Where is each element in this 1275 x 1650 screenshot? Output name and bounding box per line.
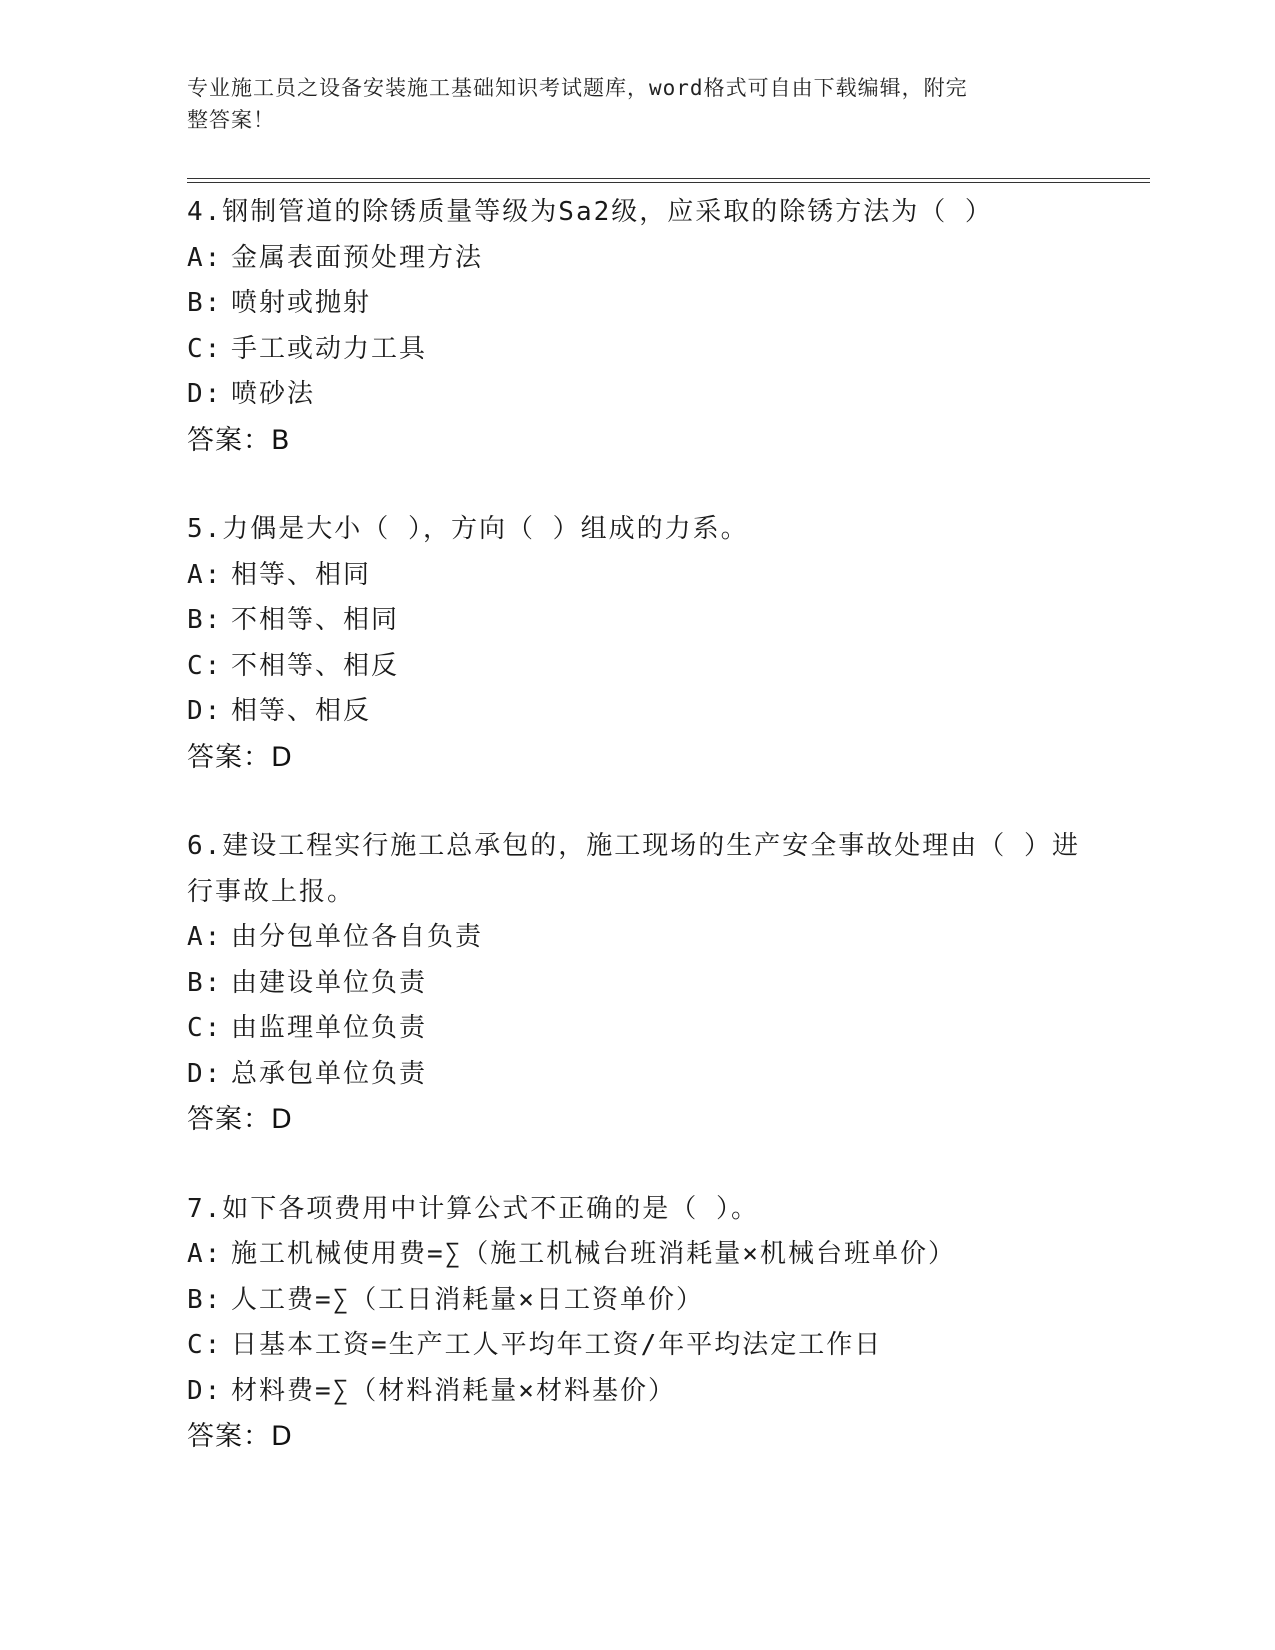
option-letter: A: — [187, 922, 223, 952]
option-text: 总承包单位负责 — [231, 1058, 428, 1089]
option-text: 日基本工资=生产工人平均年工资/年平均法定工作日 — [231, 1330, 883, 1360]
option-d — [187, 1369, 1087, 1415]
option-text: 由分包单位各自负责 — [231, 922, 484, 952]
header-divider-bottom — [187, 182, 1150, 183]
header-line-1: 专业施工员之设备安装施工基础知识考试题库，word格式可自由下载编辑，附完 — [187, 76, 968, 100]
option-d — [187, 1052, 1087, 1098]
option-text: 施工机械使用费=∑（施工机械台班消耗量×机械台班单价） — [231, 1239, 956, 1269]
question-7 — [187, 1187, 1087, 1460]
option-b — [187, 598, 1087, 644]
answer-line: 答案：D — [187, 741, 293, 773]
option-text: 手工或动力工具 — [231, 333, 428, 364]
option-b — [187, 281, 1087, 327]
option-text: 喷砂法 — [231, 379, 316, 409]
option-letter: A: — [187, 559, 223, 590]
option-letter: B: — [187, 1284, 223, 1315]
option-d — [187, 689, 1087, 735]
question-text: 7.如下各项费用中计算公式不正确的是（ ）。 — [187, 1193, 759, 1224]
answer-line: 答案：B — [187, 424, 291, 456]
answer-line: 答案：D — [187, 1104, 293, 1135]
question-5 — [187, 507, 1087, 780]
option-letter: B: — [187, 288, 223, 318]
option-b — [187, 961, 1087, 1007]
option-letter: C: — [187, 333, 223, 364]
option-b — [187, 1278, 1087, 1324]
option-letter: B: — [187, 605, 223, 635]
option-letter: B: — [187, 967, 223, 998]
option-text: 喷射或抛射 — [231, 288, 372, 318]
option-letter: D: — [187, 379, 223, 409]
option-d — [187, 372, 1087, 418]
option-letter: A: — [187, 1239, 223, 1269]
answer-line: 答案：D — [187, 1421, 293, 1452]
question-text: 4.钢制管道的除锈质量等级为Sa2级，应采取的除锈方法为（ ） — [187, 197, 993, 227]
header-divider-top — [187, 178, 1150, 179]
option-c — [187, 1006, 1087, 1052]
option-letter: C: — [187, 1330, 223, 1360]
option-text: 材料费=∑（材料消耗量×材料基价） — [231, 1375, 676, 1406]
header-line-2: 整答案！ — [187, 108, 275, 132]
option-text: 由建设单位负责 — [231, 967, 428, 998]
option-a — [187, 1232, 1087, 1278]
document-header — [187, 72, 1067, 136]
question-text: 5.力偶是大小（ ），方向（ ）组成的力系。 — [187, 514, 749, 544]
option-text: 相等、相同 — [231, 559, 372, 590]
option-letter: D: — [187, 1375, 223, 1406]
option-text: 相等、相反 — [231, 696, 372, 726]
option-text: 由监理单位负责 — [231, 1013, 428, 1043]
option-letter: C: — [187, 1013, 223, 1043]
question-text: 6.建设工程实行施工总承包的，施工现场的生产安全事故处理由（ ）进行事故上报。 — [187, 831, 1080, 907]
option-text: 不相等、相同 — [231, 605, 400, 635]
option-letter: C: — [187, 650, 223, 681]
option-c — [187, 1323, 1087, 1369]
option-text: 人工费=∑（工日消耗量×日工资单价） — [231, 1284, 704, 1315]
question-6 — [187, 824, 1087, 1143]
option-letter: D: — [187, 1058, 223, 1089]
question-list — [187, 190, 1087, 1504]
option-text: 金属表面预处理方法 — [231, 242, 484, 273]
option-c — [187, 644, 1087, 690]
option-a — [187, 236, 1087, 282]
option-a — [187, 553, 1087, 599]
question-4 — [187, 190, 1087, 463]
option-a — [187, 915, 1087, 961]
option-letter: D: — [187, 696, 223, 726]
option-letter: A: — [187, 242, 223, 273]
option-text: 不相等、相反 — [231, 650, 400, 681]
option-c — [187, 327, 1087, 373]
